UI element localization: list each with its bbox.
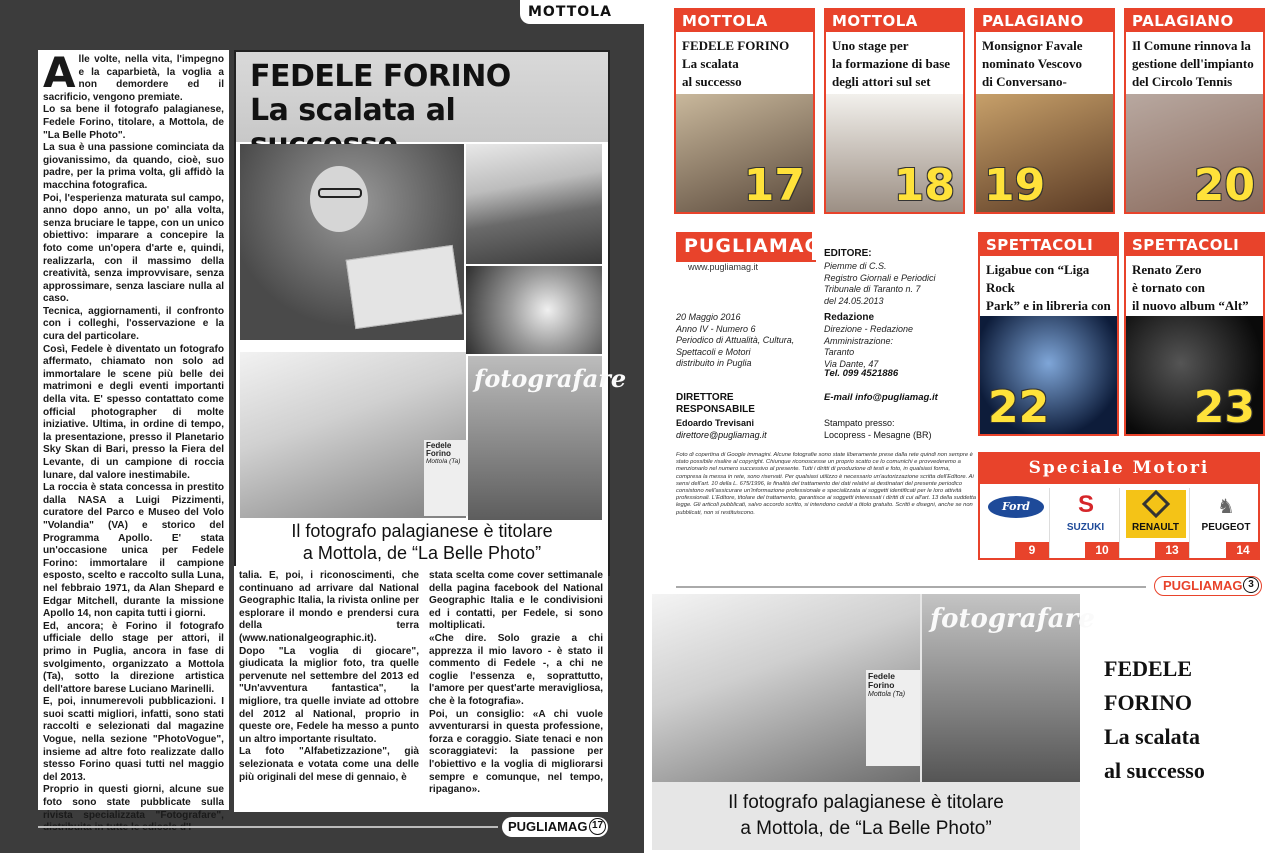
tile-page-number: 22 <box>988 382 1050 433</box>
tile-section: SPETTACOLI <box>980 234 1117 256</box>
page-number: 3 <box>1243 577 1259 593</box>
preview-photo-monkey <box>652 594 920 782</box>
preview-caption: Il fotografo palagianese è titolare a Mottola, de “La Belle Photo” <box>728 792 1004 839</box>
right-page <box>644 0 1280 853</box>
article-paragraph: Alle volte, nella vita, l'impegno e la caparbietà, la voglia a non demordere ed il sacrificio, vengono premiate. <box>43 48 224 103</box>
brand-page-badge: 10 <box>1085 542 1119 558</box>
legal-notice: Foto di copertina di Google immagini. Alcune fotografie sono state liberamente prese dalla rete quindi non sempre è stato possibile risalire al copyright. Chiunque riconoscesse un proprio scatto ce lo comunichi e provvederemo a menzionarlo nel numero successivo al presente. Tutti i diritti di produzione di testi e foto, in qualsiasi forma, compresa la messa in rete, sono riservati. Per qualsiasi utilizzo è necessario un'autorizzazione scritta dell'Editore. Ai sensi dell'art. 10 della L. 675/1996, le finalità del trattamento dei dati relativi ai destinatari del presente periodico consistono nell'assicurare un'informazione professionale e specializzata ai soggetti identificati per le loro attività professionali. L'Editore, titolare del trattamento, garantisce ai soggetti interessati i diritti di cui all'art. 13 della suddetta legge. Gli articoli pubblicati, salvo accordo scritto, si intendono ceduti a titolo gratuito. Scritti e disegni, anche se non pubblicati, non si restituiscono. <box>676 452 976 516</box>
feature-title: FEDELE FORINO La scalata al <box>250 59 511 128</box>
section-tag: MOTTOLA <box>520 0 644 24</box>
tile-page-number: 17 <box>743 160 805 211</box>
article-paragraph: «Che dire. Solo grazie a chi apprezza il mio lavoro - è stato il commento di Fedele -, a chi ne coglie l'essenza e, soprattutto, l'amore per quest'arte meravigliosa, che è la fotografia». <box>429 632 603 707</box>
article-paragraph: Dopo "La voglia di giocare", giudicata la miglior foto, tra quelle pervenute nel settembre del 2013 ed "Un'avventura fantastica", la migliore, tra quelle inviate ad ottobre del 2012 al National, proprio in queste ore, Fedele ha messo a punto un altro importante risultato. <box>239 645 419 745</box>
index-tile-fedele-forino[interactable] <box>674 8 815 214</box>
preview-title: FEDELE FORINO La scalata al successo <box>1104 656 1205 783</box>
peugeot-lion-icon: ♞ <box>1217 496 1235 518</box>
tile-page-number: 20 <box>1193 160 1255 211</box>
tile-headline: Uno stage per la formazione di base degli attori sul set <box>832 38 951 89</box>
brand-page-badge: 9 <box>1015 542 1049 558</box>
masthead <box>676 232 976 562</box>
article-paragraph: Ed, ancora; è Forino il fotografo ufficiale dello stage per attori, il primo in Puglia, ancora in fase di svolgimento, organizzato a Mottola (Ta), sotto la direzione artistica dell'attore barese Luciano Marinelli. <box>43 620 224 695</box>
renault-diamond-icon <box>1142 490 1170 518</box>
photo-city <box>466 144 602 264</box>
tile-page-number: 19 <box>984 160 1046 211</box>
footer-rule <box>38 826 498 828</box>
redazione-label: Redazione <box>824 312 875 323</box>
magazine-logo: fotografare <box>474 364 627 393</box>
open-magazine-icon <box>346 245 463 329</box>
glasses-icon <box>318 188 362 198</box>
page-footer: PUGLIAMAG 3 <box>1154 576 1262 596</box>
footer-rule <box>676 586 1146 588</box>
redazione-details: Direzione - Redazione Amministrazione: Taranto Via Dante, 47 <box>824 324 914 369</box>
publication-info: 20 Maggio 2016 Anno IV - Numero 6 Periodico di Attualità, Cultura, Spettacoli e Motori distribuito in Puglia <box>676 312 795 368</box>
tile-page-number: 23 <box>1193 382 1255 433</box>
direttore-email[interactable]: direttore@pugliamag.it <box>676 430 767 440</box>
photo-credit-card: Fedele Forino Mottola (Ta) <box>866 670 920 766</box>
index-tile-stage-attori[interactable] <box>824 8 965 214</box>
info-email[interactable]: E-mail info@pugliamag.it <box>824 392 938 403</box>
brand-page-badge: 13 <box>1155 542 1189 558</box>
article-column-3 <box>424 566 608 812</box>
masthead-logo: PUGLIAMAG <box>676 232 812 260</box>
direttore-name: Edoardo Trevisani <box>676 418 755 428</box>
editore-label: EDITORE: <box>824 248 872 259</box>
index-tile-monsignor-favale[interactable] <box>974 8 1115 214</box>
ford-logo-icon: Ford <box>988 496 1044 518</box>
article-paragraph: E, poi, innumerevoli pubblicazioni. I suoi scatti migliori, infatti, sono stati raccolti e selezionati dal magazine Vogue, nella sezione "PhotoVogue", insieme ad altre foto realizzate dallo stesso Forino quasi tutti nel maggio del 2013. <box>43 696 224 783</box>
tile-section: PALAGIANO <box>976 10 1113 32</box>
article-paragraph: Tecnica, aggiornamenti, il confronto con i colleghi, l'osservazione e la cura del particolare. <box>43 305 224 343</box>
editore-details: Piemme di C.S. Registro Giornali e Periodici Tribunale di Taranto n. 7 del 24.05.2013 <box>824 261 936 306</box>
tile-headline: Il Comune rinnova la gestione dell'impianto del Circolo Tennis <box>1132 38 1254 89</box>
dropcap: A <box>43 48 76 97</box>
photo-monkey <box>240 352 466 518</box>
tile-section: MOTTOLA <box>826 10 963 32</box>
article-paragraph: Poi, un consiglio: «A chi vuole avventurarsi in questa professione, forza e coraggio. Siate tenaci e non scoraggiatevi: la passione per l'obiettivo e la voglia di migliorarsi sempre e comunque, nel tempo, ripagano». <box>429 708 603 796</box>
article-paragraph: La roccia è stata concessa in prestito dalla NASA a Luigi Pizzimenti, curatore del Parco e Museo del Volo "Volandia" (VA) e storico del Programma Apollo. E' stata un'occasione unica per Fedele Forino: immortalare il campione esposto, scelto e raccolto sulla Luna, nel febbraio 1971, da Alan Shepard e Edgar Mitchell, durante la missione Apollo 14, non capita tutti i giorni. <box>43 482 224 620</box>
brand-peugeot[interactable]: ♞ PEUGEOT 14 <box>1192 488 1260 558</box>
direttore-label: DIRETTORE RESPONSABILE <box>676 392 755 415</box>
tile-section: PALAGIANO <box>1126 10 1263 32</box>
index-tile-ligabue[interactable] <box>978 232 1119 436</box>
suzuki-logo-icon: S <box>1077 491 1094 518</box>
printer-label: Stampato presso: <box>824 418 895 428</box>
preview-magazine-cover <box>922 594 1095 782</box>
printer-place: Locopress - Mesagne (BR) <box>824 430 932 440</box>
photo-flower <box>466 266 602 354</box>
article-paragraph: La foto "Alfabetizzazione", già selezionata e votata come una delle più originali del mese di gennaio, è <box>239 746 419 783</box>
tile-headline: Renato Zero è tornato con il nuovo album “Alt” <box>1132 262 1249 313</box>
photo-magazine-cover <box>468 356 627 520</box>
article-paragraph: Lo sa bene il fotografo palagianese, Fedele Forino, titolare, a Mottola, de "La Belle Photo". <box>43 104 224 141</box>
index-tile-circolo-tennis[interactable] <box>1124 8 1265 214</box>
feature-caption: Il fotografo palagianese è titolare a Mottola, de “La Belle Photo” <box>291 521 553 563</box>
magazine-logo: fotografare <box>930 604 1095 634</box>
masthead-url[interactable]: www.pugliamag.it <box>688 262 759 272</box>
article-paragraph: Poi, l'esperienza maturata sul campo, anno dopo anno, un po' alla volta, senza bruciare le tappe, con un unico obiettivo: imparare a concepire la foto come un'opera d'arte e, quindi, realizzarla, con il massimo della creatività, senza improvvisare, senza approssimare, senza lasciare nulla al caso. <box>43 192 224 305</box>
brand-page-badge: 14 <box>1226 542 1260 558</box>
tile-section: SPETTACOLI <box>1126 234 1263 256</box>
brand-suzuki[interactable]: S SUZUKI 10 <box>1052 488 1120 558</box>
page-number: 17 <box>589 818 606 835</box>
brand-renault[interactable]: RENAULT 13 <box>1122 488 1190 558</box>
tile-page-number: 18 <box>893 160 955 211</box>
article-paragraph: Così, Fedele è diventato un fotografo affermato, chiamato non solo ad immortalare le scene più belle dei matrimoni e degli eventi importanti della vita. E' spesso contattato come official photographer di molte iniziative. Ultima, in ordine di tempo, la presentazione, presso il Planetario Sky Skan di Bari, presso la Fiera del Levante, di un campione di roccia lunare, dal valore inestimabile. <box>43 343 224 481</box>
motori-title: Speciale Motori <box>980 454 1258 484</box>
photo-photographer <box>240 144 464 340</box>
photographer-face <box>310 166 368 232</box>
tile-headline: FEDELE FORINO La scalata al successo <box>682 38 790 89</box>
brand-ford[interactable] <box>982 488 1050 558</box>
article-paragraph: stata scelta come cover settimanale della pagina facebook del National Geographic Italia e le condivisioni ed i contatti, per Fedele, si sono moltiplicati. <box>429 570 603 632</box>
photo-credit-card: Fedele Forino Mottola (Ta) <box>424 440 468 516</box>
telephone: Tel. 099 4521886 <box>824 368 899 379</box>
article-paragraph: talia. E, poi, i riconoscimenti, che continuano ad arrivare dal National Geographic Italia, la rivista online per esplorare il mondo e prendersi cura della terra (www.nationalgeographic.it). <box>239 570 419 644</box>
article-paragraph: La sua è una passione cominciata da giovanissimo, da quando, cioè, suo padre, per la prima volta, gli affidò la macchina fotografica. <box>43 142 224 191</box>
page-footer: PUGLIAMAG 17 <box>502 817 608 837</box>
next-page-preview <box>652 594 1095 850</box>
article-column-2 <box>234 566 424 812</box>
feature-photo-box <box>234 50 627 576</box>
article-column-1 <box>38 48 229 821</box>
tile-headline: Monsignor Favale nominato Vescovo di Conversano- <box>982 38 1083 89</box>
tile-headline: Ligabue con “Liga Rock Park” e in libreria con <box>986 262 1111 313</box>
article-paragraph: Proprio in questi giorni, alcune sue foto sono state pubblicate sulla rivista specializzata "Fotografare", <box>43 784 224 821</box>
index-tile-renato-zero[interactable] <box>1124 232 1265 436</box>
speciale-motori-box <box>978 452 1260 560</box>
tile-section: MOTTOLA <box>676 10 813 32</box>
